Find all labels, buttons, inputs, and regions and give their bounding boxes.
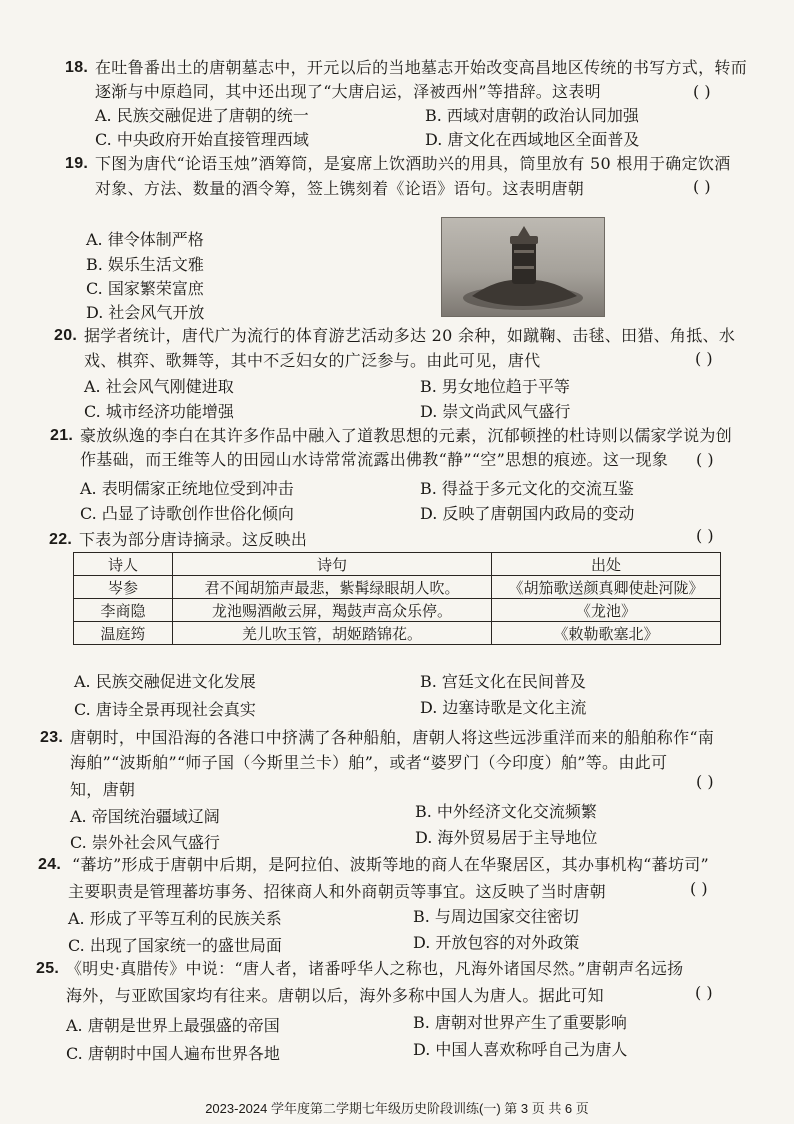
question-19-number: 19. — [65, 155, 89, 172]
question-20-option-a: A. 社会风气刚健进取 — [84, 377, 234, 396]
tang-poem-table — [73, 552, 721, 645]
header-poet: 诗人 — [74, 553, 173, 576]
question-25-option-a: A. 唐朝是世界上最强盛的帝国 — [66, 1016, 280, 1035]
question-19-text-line1: 下图为唐代“论语玉烛”酒筹筒，是宴席上饮酒助兴的用具，筒里放有 50 根用于确定饮酒 — [95, 154, 731, 173]
poet-cell: 岑参 — [74, 576, 173, 599]
question-21-option-d: D. 反映了唐朝国内政局的变动 — [420, 504, 635, 523]
question-18-text-line1: 在吐鲁番出土的唐朝墓志中，开元以后的当地墓志开始改变高昌地区传统的书写方式，转而 — [95, 58, 748, 77]
question-18-option-b: B. 西域对唐朝的政治认同加强 — [425, 106, 639, 125]
question-22-option-b: B. 宫廷文化在民间普及 — [420, 672, 586, 691]
question-22-text-line1: 下表为部分唐诗摘录。这反映出 — [79, 530, 308, 549]
source-cell: 《龙池》 — [492, 599, 721, 622]
header-verse: 诗句 — [173, 553, 492, 576]
question-24-option-a: A. 形成了平等互利的民族关系 — [68, 909, 282, 928]
question-18-option-c: C. 中央政府开始直接管理西域 — [95, 130, 309, 149]
source-cell: 《敕勒歌塞北》 — [492, 622, 721, 645]
question-18-number: 18. — [65, 59, 89, 76]
question-20-text-line2: 戏、棋弈、歌舞等，其中不乏妇女的广泛参与。由此可见，唐代 — [84, 351, 541, 370]
question-18-answer-blank: ( ) — [693, 82, 711, 101]
question-25-option-d: D. 中国人喜欢称呼自己为唐人 — [413, 1040, 628, 1059]
question-21-number: 21. — [50, 427, 74, 444]
question-18-option-a: A. 民族交融促进了唐朝的统一 — [95, 106, 309, 125]
question-23-option-a: A. 帝国统治疆域辽阔 — [70, 807, 220, 826]
question-22-option-c: C. 唐诗全景再现社会真实 — [74, 700, 256, 719]
question-20-answer-blank: ( ) — [695, 349, 713, 368]
question-25-option-c: C. 唐朝时中国人遍布世界各地 — [66, 1044, 280, 1063]
question-23-text-line1: 唐朝时，中国沿海的各港口中挤满了各种船舶，唐朝人将这些远涉重洋而来的船舶称作“南 — [70, 728, 715, 747]
question-20-option-d: D. 崇文尚武风气盛行 — [420, 402, 571, 421]
header-source: 出处 — [492, 553, 721, 576]
source-cell: 《胡笳歌送颜真卿使赴河陇》 — [492, 576, 721, 599]
question-24-option-b: B. 与周边国家交往密切 — [413, 907, 579, 926]
question-21-option-b: B. 得益于多元文化的交流互鉴 — [420, 479, 634, 498]
turtle-base-canister-illustration — [442, 218, 604, 316]
question-25-text-line1: 《明史·真腊传》中说：“唐人者，诸番呼华人之称也，凡海外诸国尽然。”唐朝声名远扬 — [66, 959, 684, 978]
question-19-option-d: D. 社会风气开放 — [86, 303, 205, 322]
question-19-answer-blank: ( ) — [693, 177, 711, 196]
page-footer: 2023-2024 学年度第二学期七年级历史阶段训练(一) 第 3 页 共 6 页 — [205, 1101, 589, 1116]
table-row — [74, 599, 721, 622]
question-23-text-line3: 知，唐朝 — [70, 780, 136, 799]
question-23-option-b: B. 中外经济文化交流频繁 — [415, 802, 597, 821]
question-19-text-line2: 对象、方法、数量的酒令筹，签上镌刻着《论语》语句。这表明唐朝 — [95, 179, 585, 198]
question-21-text-line1: 豪放纵逸的李白在其许多作品中融入了道教思想的元素，沉郁顿挫的杜诗则以儒家学说为创 — [80, 426, 733, 445]
wine-tally-holder-photo — [441, 217, 605, 317]
question-20-number: 20. — [54, 327, 78, 344]
question-21-text-line2: 作基础，而王维等人的田园山水诗常常流露出佛教“静”“空”思想的痕迹。这一现象 — [80, 450, 669, 469]
question-18-option-d: D. 唐文化在西域地区全面普及 — [425, 130, 640, 149]
table-row — [74, 622, 721, 645]
verse-cell: 君不闻胡笳声最悲，紫髯绿眼胡人吹。 — [173, 576, 492, 599]
question-23-option-c: C. 崇外社会风气盛行 — [70, 833, 220, 852]
question-24-text-line2: 主要职责是管理蕃坊事务、招徕商人和外商朝贡等事宜。这反映了当时唐朝 — [68, 882, 606, 901]
question-21-option-a: A. 表明儒家正统地位受到冲击 — [80, 479, 294, 498]
table-header-row — [74, 553, 721, 576]
question-20-text-line1: 据学者统计，唐代广为流行的体育游艺活动多达 20 余种，如蹴鞠、击毬、田猎、角抵、水 — [84, 326, 736, 345]
question-23-number: 23. — [40, 729, 64, 746]
poet-cell: 李商隐 — [74, 599, 173, 622]
table-row — [74, 576, 721, 599]
question-22-option-d: D. 边塞诗歌是文化主流 — [420, 698, 587, 717]
question-20-option-b: B. 男女地位趋于平等 — [420, 377, 570, 396]
question-18-text-line2: 逐渐与中原趋同，其中还出现了“大唐启运，泽被西州”等措辞。这表明 — [95, 82, 601, 101]
question-24-option-c: C. 出现了国家统一的盛世局面 — [68, 936, 282, 955]
question-22-option-a: A. 民族交融促进文化发展 — [74, 672, 256, 691]
verse-cell: 羌儿吹玉管，胡姬踏锦花。 — [173, 622, 492, 645]
question-19-option-c: C. 国家繁荣富庶 — [86, 279, 204, 298]
question-24-answer-blank: ( ) — [690, 879, 708, 898]
question-19-option-a: A. 律令体制严格 — [86, 230, 204, 249]
question-21-answer-blank: ( ) — [696, 450, 714, 469]
question-22-number: 22. — [49, 531, 73, 548]
question-23-option-d: D. 海外贸易居于主导地位 — [415, 828, 598, 847]
question-23-answer-blank: ( ) — [696, 772, 714, 791]
question-25-answer-blank: ( ) — [695, 983, 713, 1002]
question-19-option-b: B. 娱乐生活文雅 — [86, 255, 204, 274]
question-25-number: 25. — [36, 960, 60, 977]
verse-cell: 龙池赐酒敞云屏，羯鼓声高众乐停。 — [173, 599, 492, 622]
question-25-text-line2: 海外，与亚欧国家均有往来。唐朝以后，海外多称中国人为唐人。据此可知 — [66, 986, 604, 1005]
question-24-option-d: D. 开放包容的对外政策 — [413, 933, 580, 952]
question-25-option-b: B. 唐朝对世界产生了重要影响 — [413, 1013, 627, 1032]
question-24-number: 24. — [38, 856, 62, 873]
question-24-text-line1: “蕃坊”形成于唐朝中后期，是阿拉伯、波斯等地的商人在华聚居区，其办事机构“蕃坊司” — [72, 855, 710, 874]
question-22-answer-blank: ( ) — [696, 526, 714, 545]
question-20-option-c: C. 城市经济功能增强 — [84, 402, 234, 421]
poet-cell: 温庭筠 — [74, 622, 173, 645]
question-23-text-line2: 海舶”“波斯舶”“师子国（今斯里兰卡）舶”，或者“婆罗门（今印度）舶”等。由此可 — [70, 753, 668, 772]
question-21-option-c: C. 凸显了诗歌创作世俗化倾向 — [80, 504, 294, 523]
